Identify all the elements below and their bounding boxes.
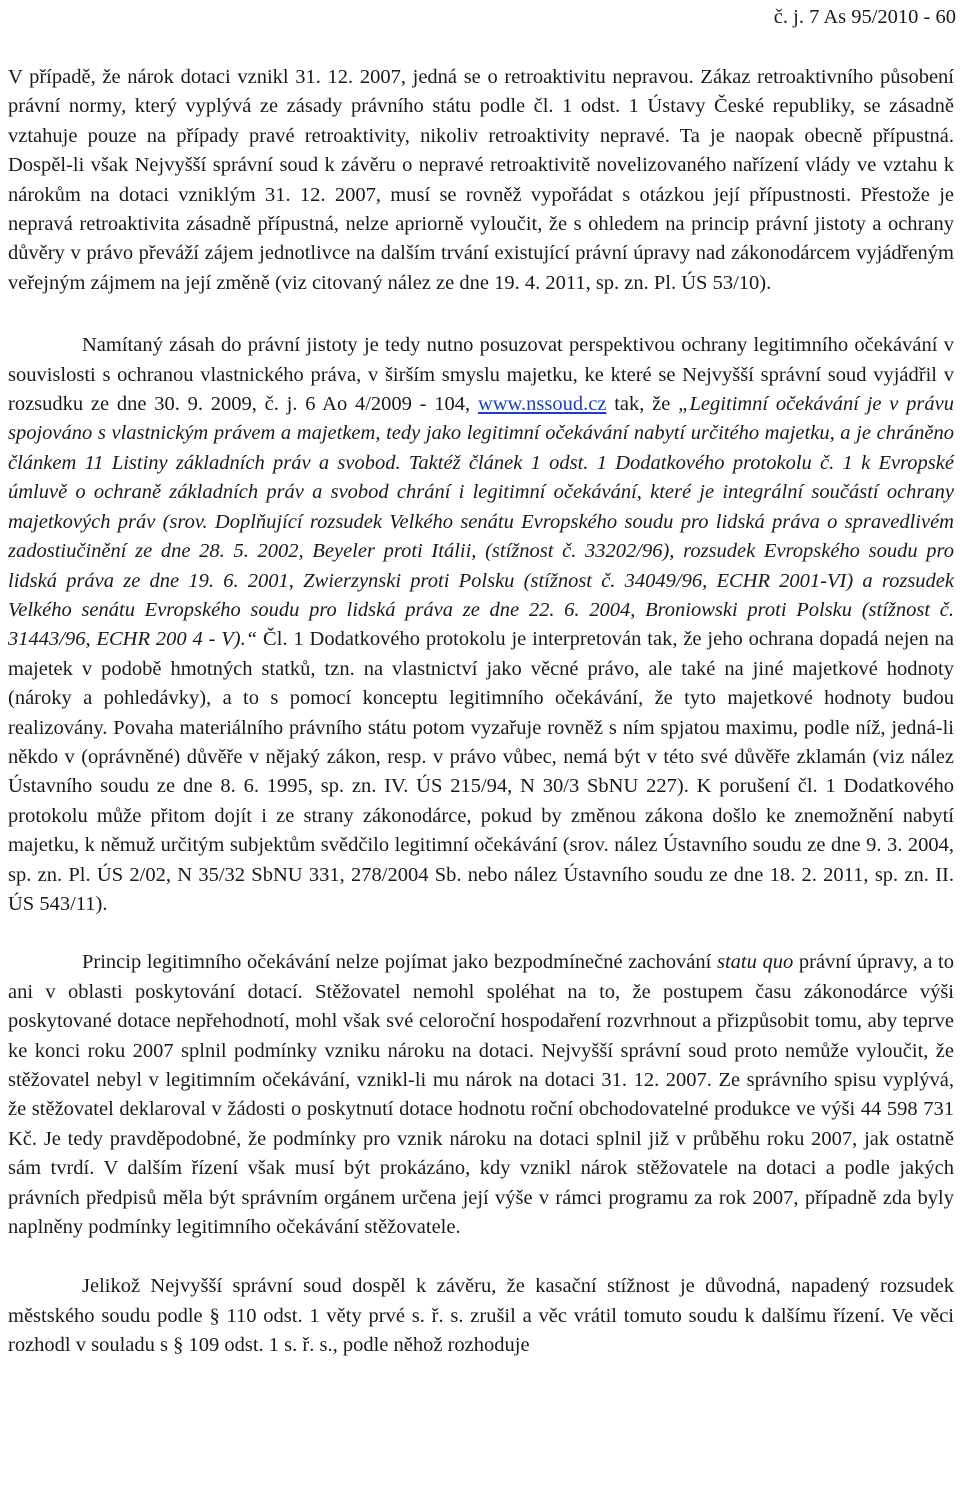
paragraph-status-quo [8,948,954,1242]
document-page [8,0,954,1361]
case-reference: č. j. 7 As 95/2010 - 60 [773,6,956,28]
paragraph-text-continued: právní úpravy, a to ani v oblasti poskytování dotací. Stěžovatel nemohl spoléhat na to, že postupem času zákonodárce výši poskytované dotace nepřehodnotí, mohl však své celoroční hospodaření rozvrhnout a přizpůsobit tomu, aby teprve ke konci roku 2007 splnil podmínky vzniku nároku na dotaci. Nejvyšší správní soud proto nemůže vyloučit, že stěžovatel nebyl v legitimním očekávání, vznikl-li mu nárok na dotaci 31. 12. 2007. Ze správního spisu vyplývá, že stěžovatel deklaroval v žádosti o poskytnutí dotace hodnotu roční obchodovatelné produkce ve výši 44 598 731 Kč. Je tedy pravděpodobné, že podmínky pro vznik nároku na dotaci splnil již v průběhu roku 2007, jak ostatně sám tvrdí. V dalším řízení však musí být prokázáno, kdy vznikl nárok stěžovatele na dotaci a podle jakých právních předpisů měla být správním orgánem určena její výše v rámci programu za rok 2007, případně zda byly naplněny podmínky legitimního očekávání stěžovatele. [8,951,955,1239]
paragraph-italic-term: statu quo [716,951,794,974]
paragraph-text-continued: Čl. 1 Dodatkového protokolu je interpretován tak, že jeho ochrana dopadá nejen na majetek v podobě hmotných statků, tzn. na vlastnictví jako věcné právo, ale také na jiné majetkové hodnoty (nároky a pohledávky), a to s pomocí konceptu legitimního očekávání, že tyto majetkové hodnoty budou realizovány. Povaha materiálního právního státu potom vyzařuje rovněž s ním spjatou maximu, podle níž, jedná-li někdo v (oprávněné) důvěře v nějaký zákon, resp. v právo vůbec, nemá být v této své důvěře zklamán (viz nález Ústavního soudu ze dne 8. 6. 1995, sp. zn. IV. ÚS 215/94, N 30/3 SbNU 227). K porušení čl. 1 Dodatkového protokolu může přitom dojít i ze strany zákonodárce, pokud by změnou zákona došlo ke znemožnění nabytí majetku, k němuž určitým subjektům svědčilo legitimní očekávání (srov. nález Ústavního soudu ze dne 9. 3. 2004, sp. zn. Pl. ÚS 2/02, N 35/32 SbNU 331, 278/2004 Sb. nebo nález Ústavního soudu ze dne 18. 2. 2011, sp. zn. II. ÚS 543/11). [8,628,955,915]
paragraph-text-connector: tak, že [606,393,679,416]
paragraph-conclusion [8,1272,954,1360]
paragraph-legitimate-expectation [8,331,954,919]
nssoud-link[interactable]: www.nssoud.cz [477,393,607,416]
paragraph-quote: „Legitimní očekávání je v právu spojováno s vlastnickým právem a majetkem, tedy jako legitimní očekávání nabytí určitého majetku, a je chráněno článkem 11 Listiny základních práv a svobod. Taktéž článek 1 odst. 1 Dodatkového protokolu č. 1 k Evropské úmluvě o ochraně základních práv a svobod chrání i legitimní očekávání, které je integrální součástí ochrany majetkových práv (srov. Doplňující rozsudek Velkého senátu Evropského soudu pro lidská práva o spravedlivém zadostiučinění ze dne 28. 5. 2002, Beyeler proti Itálii, (stížnost č. 33202/96), rozsudek Evropského soudu pro lidská práva ze dne 19. 6. 2001, Zwierzynski proti Polsku (stížnost č. 34049/96, ECHR 2001-VI) a rozsudek Velkého senátu Evropského soudu pro lidská práva ze dne 22. 6. 2004, Broniowski proti Polsku (stížnost č. 31443/96, ECHR 200 4 - V).“ [8,393,954,651]
paragraph-text: V případě, že nárok dotaci vznikl 31. 12. 2007, jedná se o retroaktivitu nepravou. Zákaz retroaktivního působení právní normy, který vyplývá ze zásady právního státu podle čl. 1 odst. 1 Ústavy České republiky, se zásadně vztahuje pouze na případy pravé retroaktivity, nikoliv retroaktivity nepravé. Ta je naopak obecně přípustná. Dospěl-li však Nejvyšší správní soud k závěru o nepravé retroaktivitě novelizovaného nařízení vlády ve vztahu k nárokům na dotaci vzniklým 31. 12. 2007, musí se rovněž vypořádat s otázkou její přípustnosti. Přestože je nepravá retroaktivita zásadně přípustná, nelze apriorně vyloučit, že s ohledem na princip právní jistoty a ochrany důvěry v právo převáží zájem jednotlivce na dalším trvání existující právní úpravy nad zákonodárcem vyjádřeným veřejným zájmem na její změně (viz citovaný nález ze dne 19. 4. 2011, sp. zn. Pl. ÚS 53/10). [8,66,954,294]
paragraph-text: Jelikož Nejvyšší správní soud dospěl k závěru, že kasační stížnost je důvodná, napadený rozsudek městského soudu podle § 110 odst. 1 věty prvé s. ř. s. zrušil a věc vrátil tomuto soudu k dalšímu řízení. Ve věci rozhodl v souladu s § 109 odst. 1 s. ř. s., podle něhož rozhoduje [8,1275,954,1357]
paragraph-text-intro: Namítaný zásah do právní jistoty je tedy nutno posuzovat perspektivou ochrany legitimního očekávání v souvislosti s ochranou vlastnického práva, v širším smyslu majetku, ke které se Nejvyšší správní soud vyjádřil v rozsudku ze dne 30. 9. 2009, č. j. 6 Ao 4/2009 - 104, [8,334,954,416]
paragraph-retroactivity [8,63,954,298]
paragraph-text-intro: Princip legitimního očekávání nelze pojímat jako bezpodmínečné zachování [82,951,717,974]
